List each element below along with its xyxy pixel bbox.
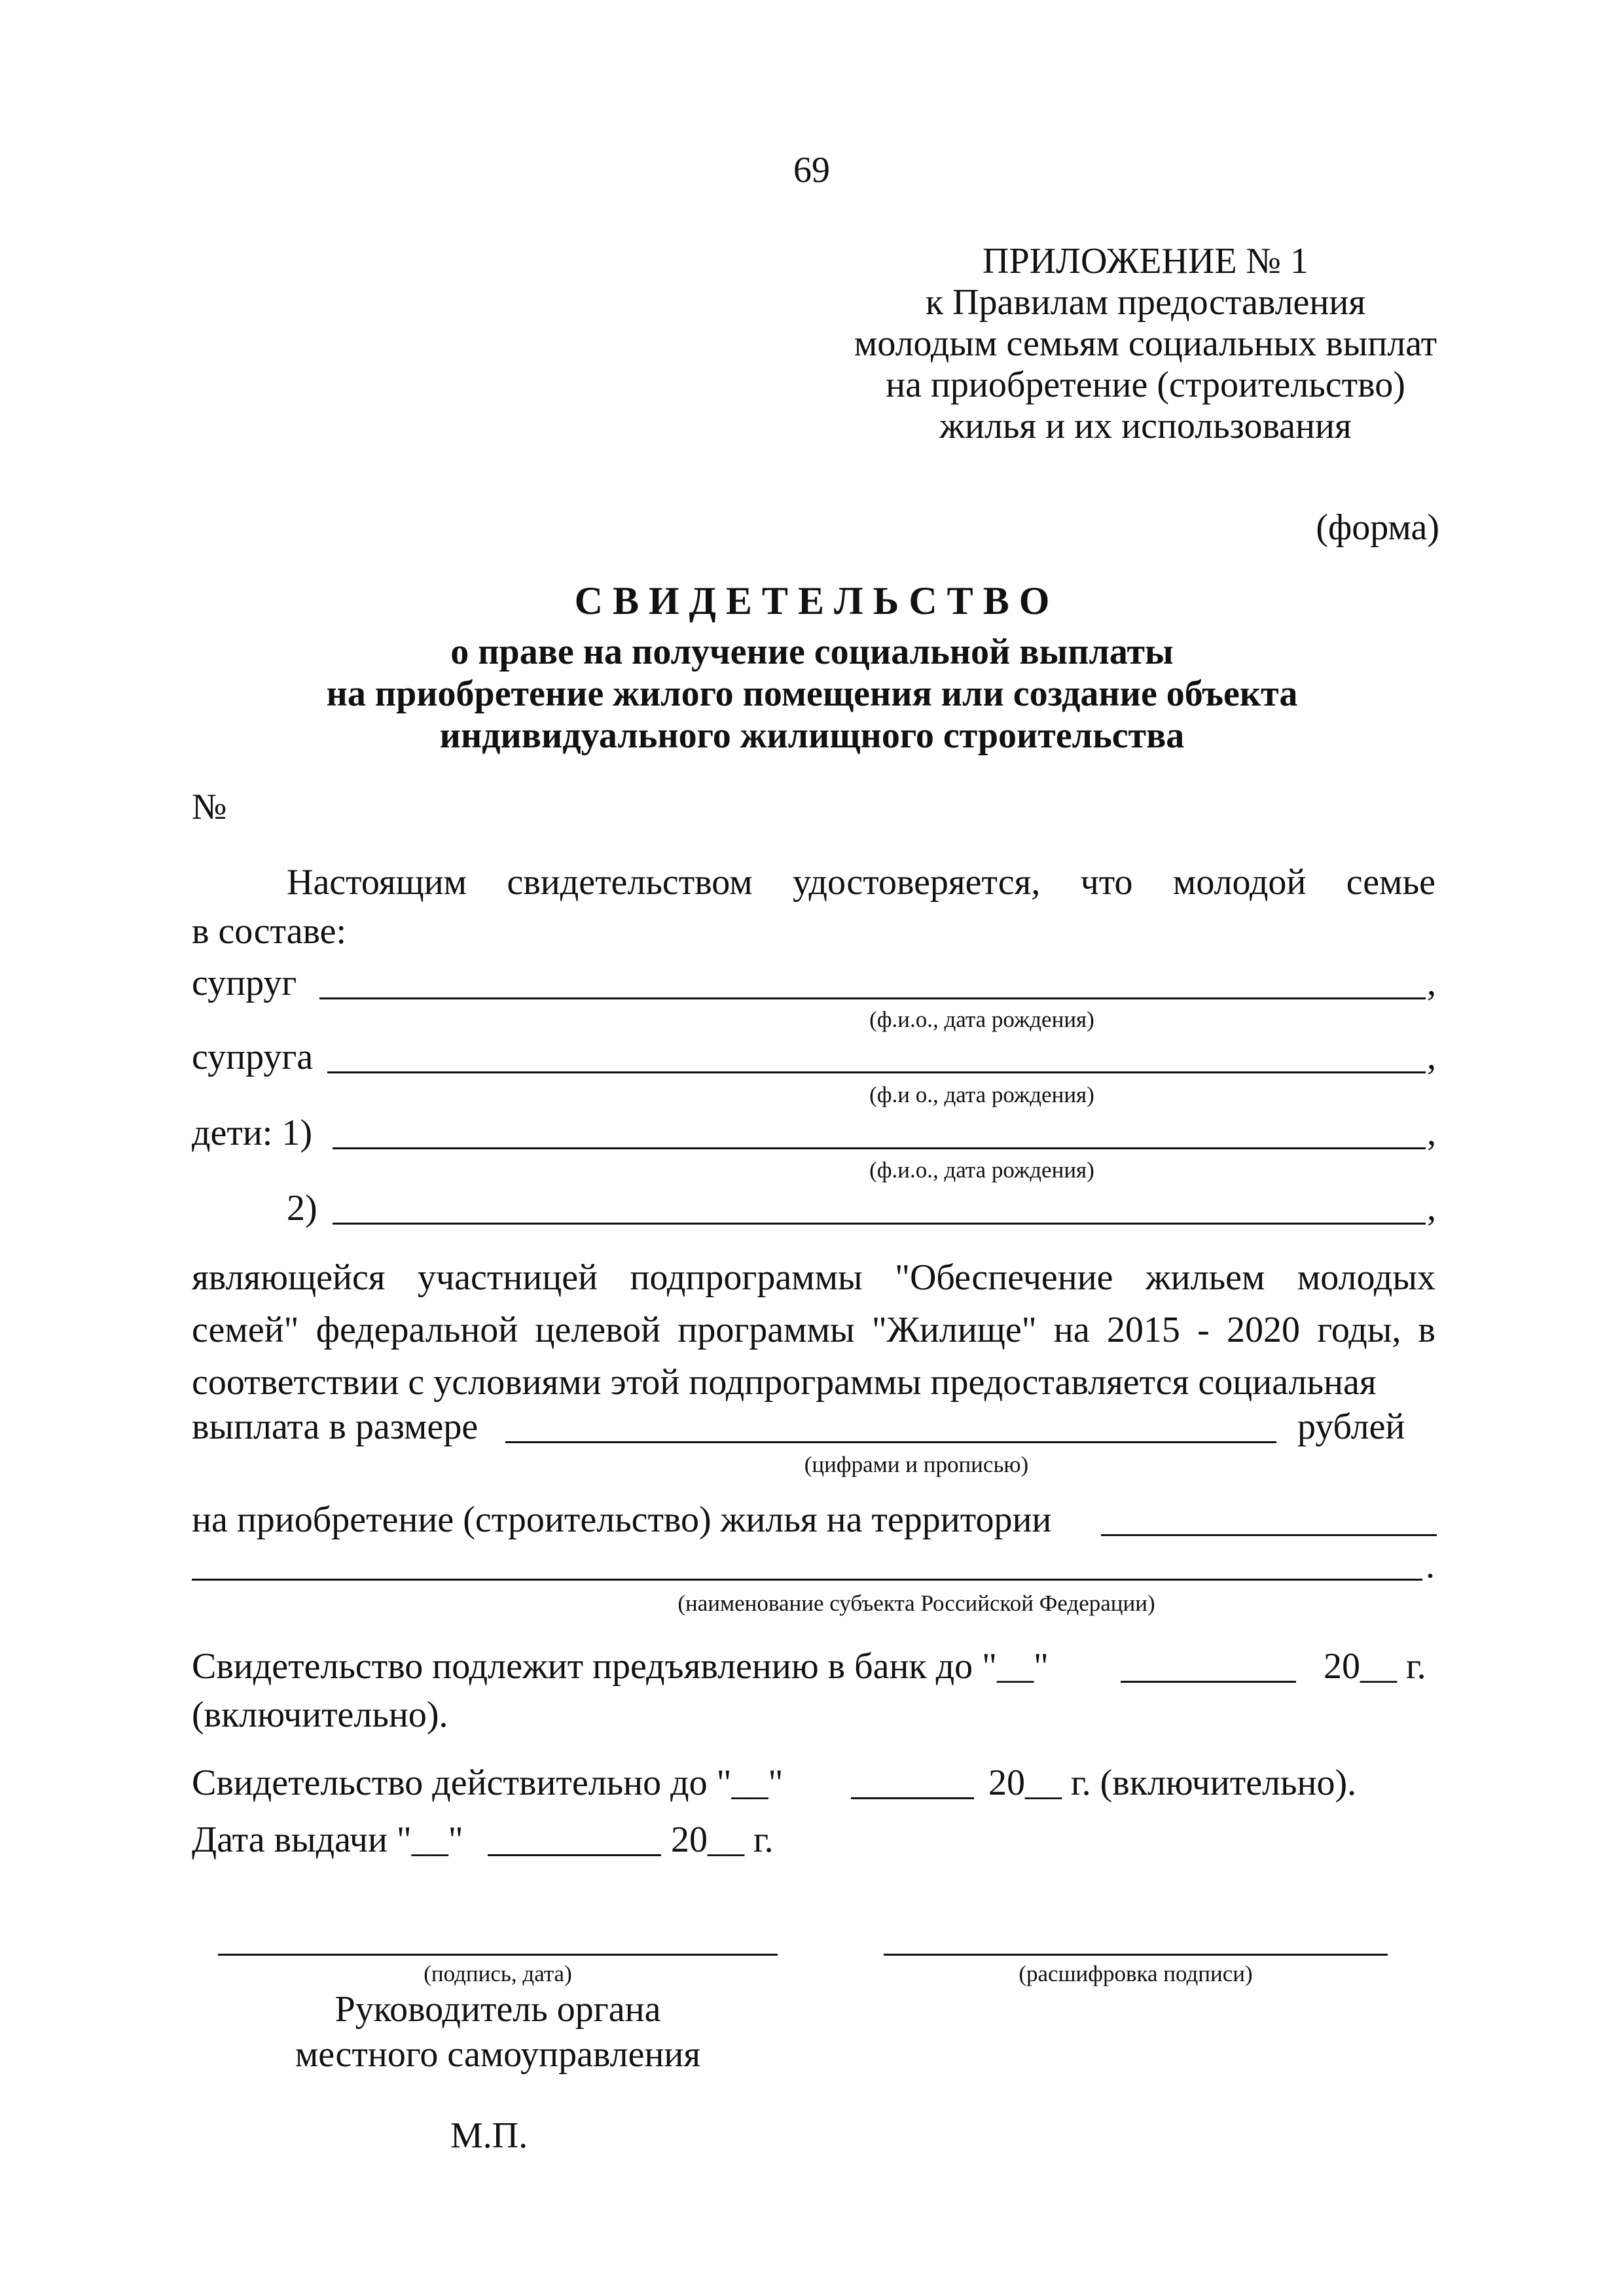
official-line-2: местного самоуправления [295,2034,701,2075]
valid-until-year: 20__ г. (включительно). [988,1763,1357,1803]
territory-field[interactable] [1101,1534,1437,1536]
child-2-label: 2) [287,1188,317,1229]
comma: , [1427,1113,1436,1153]
spouse-male-field[interactable] [319,997,1426,999]
spouse-female-field[interactable] [327,1071,1426,1073]
program-paragraph: являющейся участницей подпрограммы "Обеспечение жильем молодых семей" федеральной целевой программы "Жилище" на 2015 - 2020 годы, в соответствии с условиями этой подпрограммы предоставляется социальная [192,1257,1435,1403]
bank-deadline-inclusive: (включительно). [192,1695,448,1735]
spouse-male-label: супруг [192,963,297,1003]
signature-hint: (подпись, дата) [424,1961,572,1986]
spouse-female-label: супруга [192,1037,314,1077]
annex-line: жилья и их использования [939,406,1352,446]
document-title: С В И Д Е Т Е Л Ь С Т В О [574,579,1050,622]
bank-deadline-month-field[interactable] [1121,1681,1296,1683]
children-label: дети: 1) [192,1113,312,1153]
form-label: (форма) [1316,507,1439,548]
bank-deadline-year: 20__ г. [1324,1646,1426,1687]
annex-line: к Правилам предоставления [925,282,1366,323]
official-line-1: Руководитель органа [334,1989,661,2030]
certificate-number-label: № [192,787,227,827]
annex-line: молодым семьям социальных выплат [854,323,1437,364]
territory-field-continuation[interactable] [192,1579,1422,1581]
signature-decode-hint: (расшифровка подписи) [1019,1961,1253,1986]
seal-label: М.П. [450,2115,528,2156]
valid-until-month-field[interactable] [851,1797,974,1799]
spouse-male-hint: (ф.и.о., дата рождения) [869,1007,1094,1032]
annex-block [753,241,1538,447]
payment-suffix: рублей [1297,1407,1405,1447]
comma: , [1427,1188,1436,1229]
intro-line-2: в составе: [192,911,347,952]
valid-until-text: Свидетельство действительно до "__" [192,1763,784,1803]
heading-line: на приобретение жилого помещения или создание объекта [326,673,1298,714]
child-2-field[interactable] [333,1223,1426,1225]
annex-title: ПРИЛОЖЕНИЕ № 1 [983,241,1308,281]
heading-line: индивидуального жилищного строительства [439,715,1185,756]
annex-line: на приобретение (строительство) [886,365,1405,405]
heading-line: о праве на получение социальной выплаты [450,632,1174,672]
payment-amount-field[interactable] [505,1441,1276,1443]
child-1-field[interactable] [333,1147,1426,1149]
payment-hint: (цифрами и прописью) [804,1452,1029,1477]
spouse-female-hint: (ф.и о., дата рождения) [869,1082,1094,1107]
comma: , [1427,963,1436,1003]
intro-line-1: Настоящим свидетельством удостоверяется, что молодой семье [287,862,1435,903]
page-number: 69 [793,150,830,190]
territory-period: . [1426,1545,1435,1586]
payment-prefix: выплата в размере [192,1407,478,1447]
issue-date-year: 20__ г. [671,1820,774,1860]
signature-field[interactable] [218,1954,778,1956]
issue-date-text: Дата выдачи "__" [192,1820,463,1860]
territory-hint: (наименование субъекта Российской Федерации) [677,1590,1155,1616]
comma: , [1427,1037,1436,1077]
signature-decode-field[interactable] [884,1954,1388,1956]
territory-text: на приобретение (строительство) жилья на территории [192,1499,1052,1540]
children-hint: (ф.и.о., дата рождения) [869,1157,1094,1183]
bank-deadline-text: Свидетельство подлежит предъявлению в банк до "__" [192,1646,1049,1687]
issue-date-month-field[interactable] [488,1854,661,1856]
